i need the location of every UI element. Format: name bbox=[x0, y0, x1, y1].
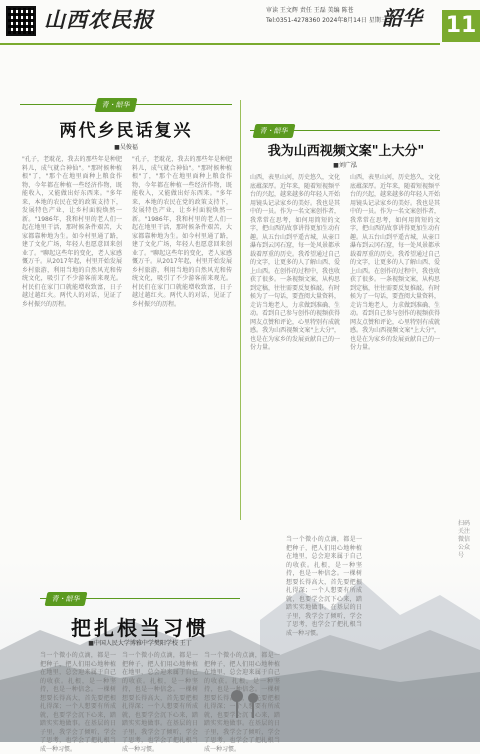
article-body-col1: "孔子，老耽花，我去的那些年是种肥料儿，成气就合神仙"。"那时候种植根"了，"那个在地里面种上粮食作物，今年都在种植一些经济作物，既能收入，又能做出好东西来。"多年来，本地的农民在党的政策支持下，发展特色产业，让乡村面貌焕然一新。"1986年，我和村里的老人们一起在地里干活，那时候条件艰苦，大家都靠种地为生。如今村里通了路，建了文化广场，年轻人也愿意回来创业了。"聊起这些年的变化，老人家感慨万千。从2017年起，村里开始发展乡村旅游，利用当地的自然风光和传统文化，吸引了不少游客前来观光。村民们在家门口就能增收致富，日子越过越红火。两代人的对话，见证了乡村振兴的历程。 bbox=[22, 156, 122, 308]
column-tag: 青・韶华 bbox=[45, 592, 88, 606]
newspaper-header bbox=[0, 0, 480, 46]
article-bottom bbox=[20, 536, 440, 753]
article-body-col3: 当一个微小的点滴，都是一把种子，把人们用心地种植在地里，总会迎来属于自己的收获。扎根，是一种坚持，也是一种信念。一棵树想要长得高大，首先要把根扎得深；一个人想要有所成就，也要学会沉下心来，踏踏实实地做事。在基层的日子里，我学会了倾听，学会了思考，也学会了把扎根当成一种习惯。 bbox=[204, 652, 280, 753]
contact-date: Tel:0351-4278360 2024年8月14日 星期三 bbox=[266, 17, 387, 24]
page-number: 11 bbox=[442, 10, 480, 42]
section-brand: 韶华 bbox=[382, 6, 422, 30]
article-body-col1: 当一个微小的点滴，都是一把种子，把人们用心地种植在地里，总会迎来属于自己的收获。扎根，是一种坚持，也是一种信念。一棵树想要长得高大，首先要把根扎得深；一个人想要有所成就，也要学会沉下心来，踏踏实实地做事。在基层的日子里，我学会了倾听，学会了思考，也学会了把扎根当成一种习惯。 bbox=[40, 652, 116, 753]
article-body-col4: 当一个微小的点滴，都是一把种子，把人们用心地种植在地里，总会迎来属于自己的收获。扎根，是一种坚持，也是一种信念。一棵树想要长得高大，首先要把根扎得深；一个人想要有所成就，也要学会沉下心来，踏踏实实地做事。在基层的日子里，我学会了倾听，学会了思考，也学会了把扎根当成一种习惯。 bbox=[286, 536, 362, 637]
column-tag: 青・韶华 bbox=[253, 124, 296, 138]
column-divider bbox=[240, 100, 241, 520]
qr-code-icon bbox=[6, 6, 36, 36]
article-body-col1: 山西，表里山河，历史悠久，文化底蕴深厚。近年来，随着短视频平台的兴起，越来越多的年轻人开始用镜头记录家乡的美好。我也是其中的一员。作为一名文案创作者，我常常在思考，如何用简短的文字，把山西的故事讲得更加生动有趣。从五台山到平遥古城，从壶口瀑布到云冈石窟，每一处风景都承载着厚重的历史。我希望通过自己的文字，让更多的人了解山西、爱上山西。在创作的过程中，我也收获了很多。一条视频文案，从构思到定稿，往往需要反复推敲。有时候为了一句话，要查阅大量资料，走访当地老人，力求做到准确、生动。看到自己参与创作的视频获得网友点赞和评论，心里特别有成就感。我为山西视频文案"上大分"，也是在为家乡的发展贡献自己的一份力量。 bbox=[250, 174, 341, 351]
side-caption: 扫码关注微信公众号 bbox=[458, 520, 471, 559]
tag-row bbox=[40, 592, 240, 604]
article-byline: ■中国人民大学博雅中学樊阳学校 王丁 bbox=[88, 640, 192, 647]
column-tag: 青・韶华 bbox=[95, 98, 138, 112]
article-right bbox=[250, 56, 440, 516]
newspaper-logo: 山西农民报 bbox=[44, 7, 154, 32]
article-byline: ■吴俊福 bbox=[114, 144, 138, 151]
article-title: 把扎根当习惯 bbox=[71, 616, 209, 640]
header-rule bbox=[0, 43, 440, 45]
editor-credits: 审读 王文辉 责任 王磊 美编 陈苍 bbox=[266, 7, 354, 14]
tag-row bbox=[250, 124, 440, 136]
article-title: 两代乡民话复兴 bbox=[59, 121, 193, 141]
article-title: 我为山西视频文案"上大分" bbox=[267, 144, 425, 159]
article-body-col2: 当一个微小的点滴，都是一把种子，把人们用心地种植在地里，总会迎来属于自己的收获。扎根，是一种坚持，也是一种信念。一棵树想要长得高大，首先要把根扎得深；一个人想要有所成就，也要学会沉下心来，踏踏实实地做事。在基层的日子里，我学会了倾听，学会了思考，也学会了把扎根当成一种习惯。 bbox=[122, 652, 198, 753]
article-left bbox=[20, 56, 232, 356]
article-body-col2: "孔子，老耽花，我去的那些年是种肥料儿，成气就合神仙"。"那时候种植根"了，"那个在地里面种上粮食作物，今年都在种植一些经济作物，既能收入，又能做出好东西来。"多年来，本地的农民在党的政策支持下，发展特色产业，让乡村面貌焕然一新。"1986年，我和村里的老人们一起在地里干活，那时候条件艰苦，大家都靠种地为生。如今村里通了路，建了文化广场，年轻人也愿意回来创业了。"聊起这些年的变化，老人家感慨万千。从2017年起，村里开始发展乡村旅游，利用当地的自然风光和传统文化，吸引了不少游客前来观光。村民们在家门口就能增收致富，日子越过越红火。两代人的对话，见证了乡村振兴的历程。 bbox=[132, 156, 232, 308]
article-body-col2: 山西，表里山河，历史悠久，文化底蕴深厚。近年来，随着短视频平台的兴起，越来越多的年轻人开始用镜头记录家乡的美好。我也是其中的一员。作为一名文案创作者，我常常在思考，如何用简短的文字，把山西的故事讲得更加生动有趣。从五台山到平遥古城，从壶口瀑布到云冈石窟，每一处风景都承载着厚重的历史。我希望通过自己的文字，让更多的人了解山西、爱上山西。在创作的过程中，我也收获了很多。一条视频文案，从构思到定稿，往往需要反复推敲。有时候为了一句话，要查阅大量资料，走访当地老人，力求做到准确、生动。看到自己参与创作的视频获得网友点赞和评论，心里特别有成就感。我为山西视频文案"上大分"，也是在为家乡的发展贡献自己的一份力量。 bbox=[350, 174, 441, 351]
article-byline: ■刘广泓 bbox=[333, 162, 357, 169]
tag-row bbox=[20, 98, 232, 110]
